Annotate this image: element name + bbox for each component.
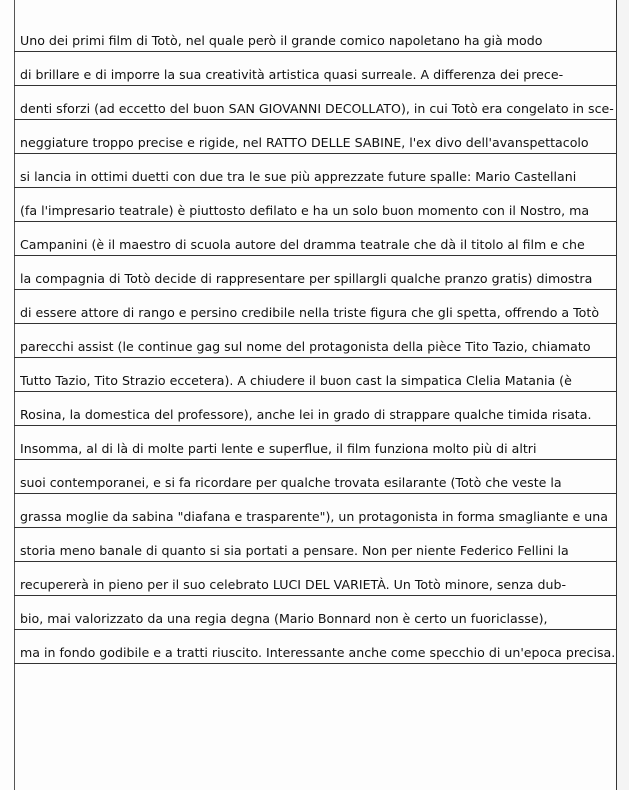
handwritten-line: suoi contemporanei, e si fa ricordare per qualche trovata esilarante (Totò che veste la (20, 475, 562, 490)
ruled-line (14, 596, 617, 630)
ruled-line (14, 86, 617, 120)
ruled-line (14, 222, 617, 256)
handwritten-line: la compagnia di Totò decide di rappresentare per spillargli qualche pranzo gratis) dimostra (20, 271, 593, 286)
handwritten-line: di brillare e di imporre la sua creatività artistica quasi surreale. A differenza dei prece- (20, 67, 564, 82)
handwritten-line: Campanini (è il maestro di scuola autore del dramma teatrale che dà il titolo al film e che (20, 237, 585, 252)
ruled-line (14, 426, 617, 460)
handwritten-line: parecchi assist (le continue gag sul nome del protagonista della pièce Tito Tazio, chiamato (20, 339, 591, 354)
ruled-line (14, 630, 617, 664)
left-margin-line (0, 0, 15, 790)
handwritten-line: di essere attore di rango e persino credibile nella triste figura che gli spetta, offrendo a Totò (20, 305, 600, 320)
handwritten-line: grassa moglie da sabina "diafana e trasparente"), un protagonista in forma smagliante e una (20, 509, 608, 524)
handwritten-line: denti sforzi (ad eccetto del buon SAN GIOVANNI DECOLLATO), in cui Totò era congelato in sce- (20, 101, 614, 116)
ruled-line (14, 528, 617, 562)
ruled-line (14, 120, 617, 154)
ruled-line (14, 290, 617, 324)
handwritten-line: neggiature troppo precise e rigide, nel RATTO DELLE SABINE, l'ex divo dell'avanspettacolo (20, 135, 589, 150)
handwritten-line: Tutto Tazio, Tito Strazio eccetera). A chiudere il buon cast la simpatica Clelia Matania (è (20, 373, 572, 388)
ruled-line (14, 256, 617, 290)
handwritten-line: Uno dei primi film di Totò, nel quale però il grande comico napoletano ha già modo (20, 33, 543, 48)
ruled-line (14, 324, 617, 358)
ruled-line (14, 188, 617, 222)
handwritten-line: ma in fondo godibile e a tratti riuscito. Interessante anche come specchio di un'epoca precisa. (20, 645, 615, 660)
handwritten-line: bio, mai valorizzato da una regia degna (Mario Bonnard non è certo un fuoriclasse), (20, 611, 548, 626)
handwritten-line: (fa l'impresario teatrale) è piuttosto defilato e ha un solo buon momento con il Nostro, ma (20, 203, 590, 218)
handwritten-line: Rosina, la domestica del professore), anche lei in grado di strappare qualche timida risata. (20, 407, 592, 422)
ruled-line (14, 460, 617, 494)
handwritten-line: Insomma, al di là di molte parti lente e superflue, il film funziona molto più di altri (20, 441, 537, 456)
ruled-line (14, 18, 617, 52)
handwritten-line: storia meno banale di quanto si sia portati a pensare. Non per niente Federico Fellini la (20, 543, 569, 558)
ruled-line (14, 392, 617, 426)
right-page-edge (616, 0, 629, 790)
handwritten-line: recupererà in pieno per il suo celebrato LUCI DEL VARIETÀ. Un Totò minore, senza dub- (20, 577, 566, 592)
ruled-line (14, 494, 617, 528)
ruled-line (14, 358, 617, 392)
handwritten-text-block (14, 0, 617, 790)
ruled-line (14, 52, 617, 86)
ruled-line (14, 154, 617, 188)
ruled-line (14, 562, 617, 596)
handwritten-line: si lancia in ottimi duetti con due tra le sue più apprezzate future spalle: Mario Castellani (20, 169, 577, 184)
